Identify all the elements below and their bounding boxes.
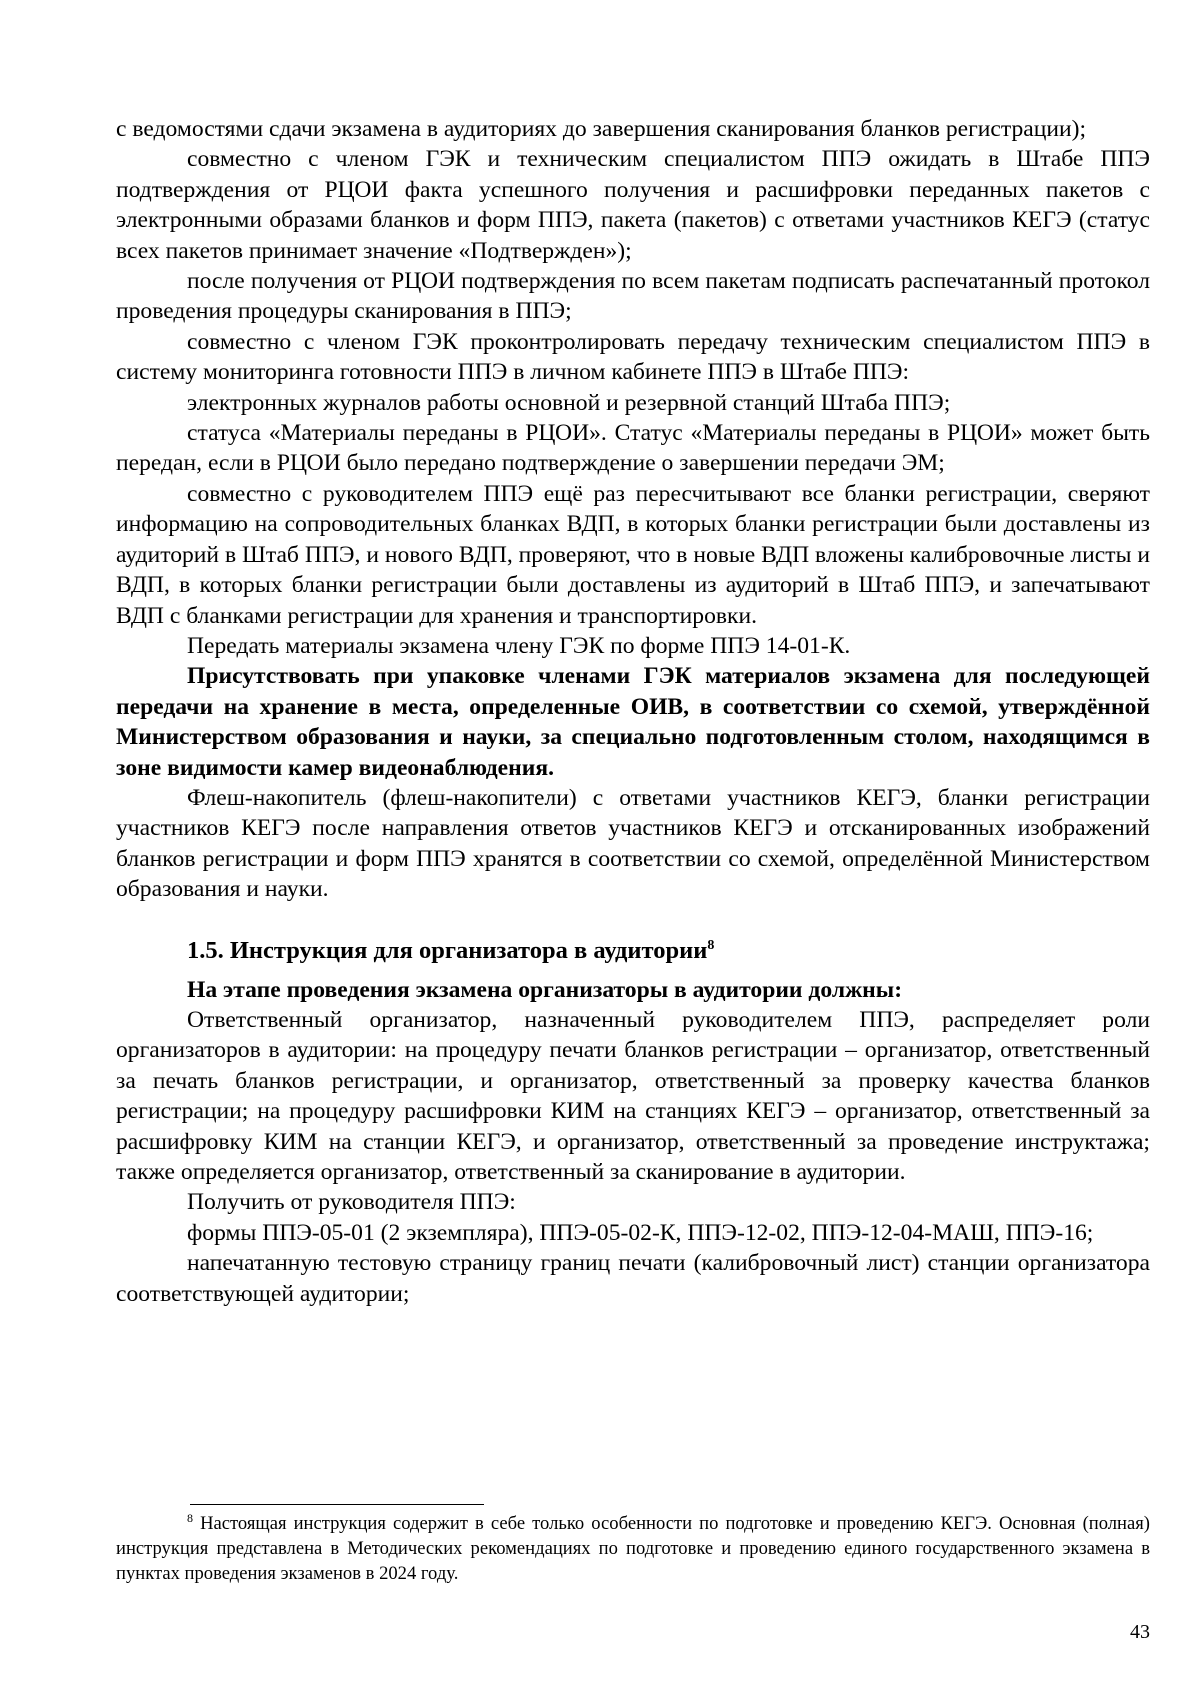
body-paragraph-10: Флеш-накопитель (флеш-накопители) с ответами участников КЕГЭ, бланки регистрации участников КЕГЭ после направления ответов участников КЕГЭ и отсканированных изображений бланков регистрации и форм ППЭ хранятся в соответствии со схемой, определённой Министерством образования и науки. [116, 784, 1150, 903]
body-paragraph-9-bold: Присутствовать при упаковке членами ГЭК материалов экзамена для последующей передачи на хранение в места, определенные ОИВ, в соответствии со схемой, утверждённой Министерством образования и науки, за специально подготовленным столом, находящимся в зоне видимости камер видеонаблюдения. [116, 663, 1150, 781]
body-paragraph-3: после получения от РЦОИ подтверждения по всем пакетам подписать распечатанный протокол проведения процедуры сканирования в ППЭ; [116, 268, 1150, 325]
footnote-reference[interactable]: 8 [707, 937, 715, 953]
section-heading [116, 935, 1150, 967]
footnote-number: 8 [187, 1510, 193, 1525]
section-paragraph-1: Ответственный организатор, назначенный руководителем ППЭ, распределяет роли организаторов в аудитории: на процедуру печати бланков регистрации – организатор, ответственный за печать бланков регистрации, и организатор, ответственный за проверку качества бланков регистрации; на процедуру расшифровки КИМ на станциях КЕГЭ – организатор, ответственный за расшифровку КИМ на станции КЕГЭ, и организатор, ответственный за проведение инструктажа; также определяется организатор, ответственный за сканирование в аудитории. [116, 1006, 1150, 1185]
document-page [116, 114, 1150, 1309]
body-paragraph-4: совместно с членом ГЭК проконтролировать передачу техническим специалистом ППЭ в систему мониторинга готовности ППЭ в личном кабинете ППЭ в Штабе ППЭ: [116, 328, 1150, 386]
section-paragraph-3: формы ППЭ-05-01 (2 экземпляра), ППЭ-05-02-К, ППЭ-12-02, ППЭ-12-04-МАШ, ППЭ-16; [187, 1219, 1094, 1246]
section-subheading: На этапе проведения экзамена организаторы в аудитории должны: [187, 976, 903, 1003]
body-paragraph-7: совместно с руководителем ППЭ ещё раз пересчитывают все бланки регистрации, сверяют информацию на сопроводительных бланках ВДП, в которых бланки регистрации были доставлены из аудиторий в Штаб ППЭ, и нового ВДП, проверяют, что в новые ВДП вложены калибровочные листы и ВДП, в которых бланки регистрации были доставлены из аудиторий в Штаб ППЭ, и запечатывают ВДП с бланками регистрации для хранения и транспортировки. [116, 480, 1150, 629]
page-number: 43 [1130, 1621, 1150, 1643]
footnote-divider [190, 1504, 484, 1505]
body-paragraph-6: статуса «Материалы переданы в РЦОИ». Статус «Материалы переданы в РЦОИ» может быть передан, если в РЦОИ было передано подтверждение о завершении передачи ЭМ; [116, 420, 1150, 477]
body-paragraph-8: Передать материалы экзамена члену ГЭК по форме ППЭ 14-01-К. [187, 632, 851, 659]
body-paragraph-1: с ведомостями сдачи экзамена в аудиториях до завершения сканирования бланков регистрации); [116, 116, 1087, 142]
section-paragraph-2: Получить от руководителя ППЭ: [187, 1189, 516, 1216]
body-paragraph-5: электронных журналов работы основной и резервной станций Штаба ППЭ; [187, 389, 951, 416]
section-paragraph-4: напечатанную тестовую страницу границ печати (калибровочный лист) станции организатора соответствующей аудитории; [116, 1250, 1150, 1307]
footnote [116, 1511, 1150, 1586]
footnote-text: Настоящая инструкция содержит в себе только особенности по подготовке и проведению КЕГЭ. Основная (полная) инструкция представлена в Методических рекомендациях по подготовке и проведению единого государственного экзамена в пунктах проведения экзаменов в 2024 году. [116, 1513, 1150, 1584]
body-paragraph-2: совместно с членом ГЭК и техническим специалистом ППЭ ожидать в Штабе ППЭ подтверждения от РЦОИ факта успешного получения и расшифровки переданных пакетов с электронными образами бланков и форм ППЭ, пакета (пакетов) с ответами участников КЕГЭ (статус всех пакетов принимает значение «Подтвержден»); [116, 146, 1150, 264]
section-heading-text: 1.5. Инструкция для организатора в аудитории [187, 936, 708, 964]
